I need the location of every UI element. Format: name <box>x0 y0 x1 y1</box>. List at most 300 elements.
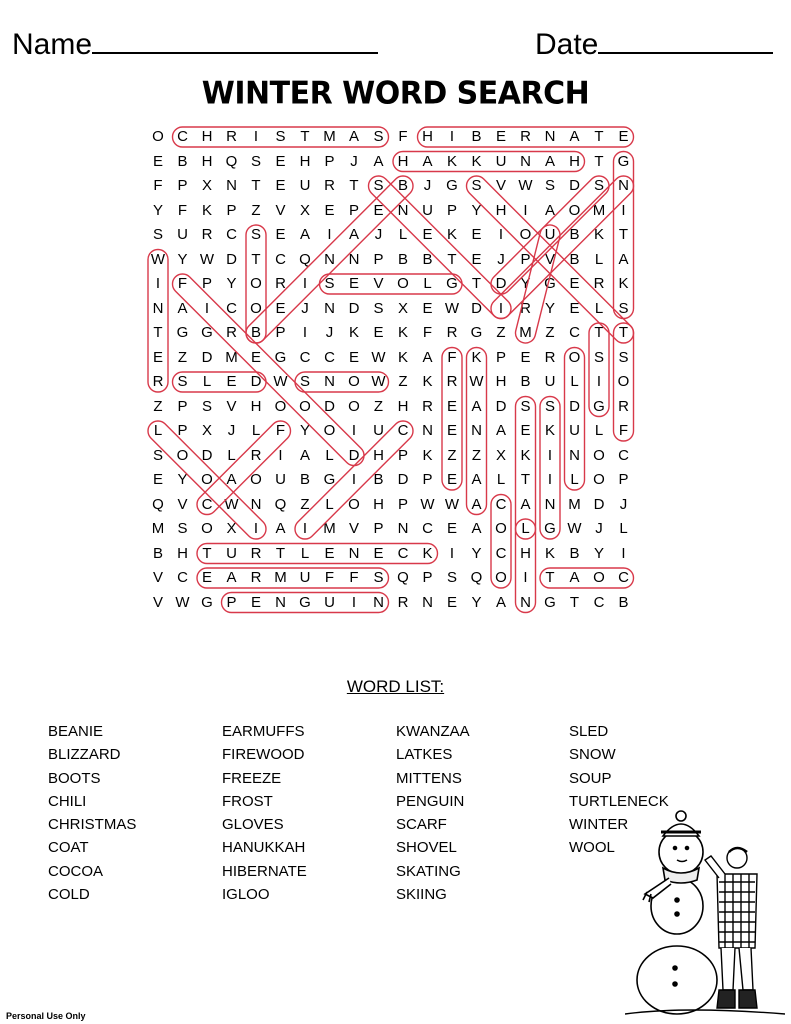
grid-cell[interactable]: P <box>618 471 629 488</box>
grid-cell[interactable]: R <box>446 373 458 390</box>
grid-cell[interactable]: L <box>153 422 163 439</box>
grid-cell[interactable]: Q <box>470 569 483 586</box>
grid-cell[interactable]: H <box>397 152 409 170</box>
grid-cell[interactable]: A <box>299 226 310 243</box>
grid-cell[interactable]: E <box>348 275 359 292</box>
grid-cell[interactable]: C <box>618 569 629 586</box>
grid-cell[interactable]: V <box>177 495 188 513</box>
grid-cell[interactable]: E <box>446 471 457 488</box>
grid-cell[interactable]: T <box>618 226 629 243</box>
grid-cell[interactable]: R <box>593 275 605 292</box>
grid-cell[interactable]: I <box>327 226 332 243</box>
grid-cell[interactable]: R <box>422 397 433 415</box>
grid-cell[interactable]: L <box>423 275 432 292</box>
grid-cell[interactable]: N <box>152 299 164 317</box>
grid-cell[interactable]: S <box>250 226 261 243</box>
grid-cell[interactable]: A <box>348 226 359 243</box>
grid-cell[interactable]: R <box>275 275 286 292</box>
grid-cell[interactable]: Q <box>274 495 287 513</box>
grid-cell[interactable]: E <box>446 397 457 415</box>
grid-cell[interactable]: V <box>348 520 359 537</box>
grid-cell[interactable]: O <box>495 569 507 586</box>
grid-cell[interactable]: R <box>226 128 237 145</box>
grid-cell[interactable]: Z <box>177 348 188 366</box>
grid-cell[interactable]: O <box>495 520 507 537</box>
grid-cell[interactable]: R <box>446 324 458 341</box>
grid-cell[interactable]: S <box>324 275 335 292</box>
grid-cell[interactable]: A <box>569 569 580 586</box>
grid-cell[interactable]: E <box>569 275 580 292</box>
grid-cell[interactable]: E <box>226 373 237 390</box>
grid-cell[interactable]: E <box>152 152 163 170</box>
grid-cell[interactable]: B <box>569 544 580 562</box>
grid-cell[interactable]: P <box>446 201 457 219</box>
grid-cell[interactable]: L <box>521 520 530 537</box>
grid-cell[interactable]: C <box>324 348 335 366</box>
grid-cell[interactable]: O <box>348 373 360 390</box>
grid-cell[interactable]: B <box>618 593 629 611</box>
grid-cell[interactable]: E <box>275 177 286 194</box>
grid-cell[interactable]: N <box>520 152 531 170</box>
grid-cell[interactable]: U <box>422 201 433 219</box>
name-field[interactable] <box>12 26 378 63</box>
grid-cell[interactable]: P <box>201 275 212 292</box>
grid-cell[interactable]: A <box>495 422 506 439</box>
grid-cell[interactable]: G <box>446 177 458 194</box>
grid-cell[interactable]: R <box>152 373 164 390</box>
grid-cell[interactable]: N <box>422 593 433 611</box>
grid-cell[interactable]: C <box>422 520 433 537</box>
grid-cell[interactable]: Z <box>251 201 261 219</box>
grid-cell[interactable]: A <box>275 520 286 537</box>
grid-cell[interactable]: T <box>251 177 261 194</box>
grid-cell[interactable]: S <box>177 373 188 390</box>
grid-cell[interactable]: U <box>544 373 556 390</box>
grid-cell[interactable]: I <box>302 275 308 292</box>
grid-cell[interactable]: M <box>323 520 336 537</box>
grid-cell[interactable]: F <box>398 128 408 145</box>
grid-cell[interactable]: Z <box>496 324 506 341</box>
grid-cell[interactable]: H <box>422 128 433 145</box>
grid-cell[interactable]: V <box>275 201 286 219</box>
grid-cell[interactable]: H <box>201 128 213 145</box>
grid-cell[interactable]: A <box>471 471 482 488</box>
grid-cell[interactable]: I <box>253 520 259 537</box>
grid-cell[interactable]: G <box>617 152 630 170</box>
grid-cell[interactable]: L <box>202 373 212 390</box>
grid-cell[interactable]: Q <box>225 152 238 170</box>
grid-cell[interactable]: Q <box>152 495 164 513</box>
grid-cell[interactable]: C <box>593 593 605 611</box>
grid-cell[interactable]: C <box>177 569 188 586</box>
grid-cell[interactable]: V <box>152 569 163 586</box>
grid-cell[interactable]: F <box>324 569 335 586</box>
grid-cell[interactable]: Q <box>299 250 311 268</box>
grid-cell[interactable]: U <box>373 422 384 439</box>
grid-cell[interactable]: D <box>495 275 507 292</box>
grid-cell[interactable]: U <box>324 593 335 611</box>
grid-cell[interactable]: E <box>324 201 335 219</box>
grid-cell[interactable]: H <box>373 495 384 513</box>
grid-cell[interactable]: W <box>273 373 288 390</box>
grid-cell[interactable]: M <box>519 324 532 341</box>
grid-cell[interactable]: Z <box>300 495 310 513</box>
grid-cell[interactable]: J <box>423 177 432 194</box>
grid-cell[interactable]: M <box>592 201 606 219</box>
grid-cell[interactable]: A <box>471 520 482 537</box>
grid-cell[interactable]: O <box>201 471 213 488</box>
grid-cell[interactable]: S <box>152 226 163 243</box>
grid-cell[interactable]: Y <box>226 275 237 292</box>
grid-cell[interactable]: X <box>201 177 212 194</box>
grid-cell[interactable]: C <box>397 544 409 562</box>
grid-cell[interactable]: R <box>324 177 335 194</box>
grid-cell[interactable]: K <box>422 373 433 390</box>
grid-cell[interactable]: K <box>397 324 408 341</box>
grid-cell[interactable]: B <box>397 177 408 194</box>
grid-cell[interactable]: L <box>398 226 408 243</box>
grid-cell[interactable]: E <box>373 544 384 562</box>
grid-cell[interactable]: S <box>250 152 261 170</box>
grid-cell[interactable]: A <box>569 128 580 145</box>
grid-cell[interactable]: U <box>495 152 507 170</box>
grid-cell[interactable]: S <box>593 177 604 194</box>
grid-cell[interactable]: F <box>618 422 629 439</box>
grid-cell[interactable]: N <box>250 495 262 513</box>
grid-cell[interactable]: Y <box>593 544 604 562</box>
grid-cell[interactable]: E <box>446 422 457 439</box>
grid-cell[interactable]: P <box>373 520 384 537</box>
grid-cell[interactable]: U <box>299 569 311 586</box>
grid-cell[interactable]: E <box>152 348 163 366</box>
grid-cell[interactable]: I <box>204 299 210 317</box>
grid-cell[interactable]: O <box>593 446 605 464</box>
grid-cell[interactable]: I <box>547 471 553 488</box>
grid-cell[interactable]: U <box>177 226 188 243</box>
grid-cell[interactable]: K <box>446 226 457 243</box>
grid-cell[interactable]: A <box>373 152 384 170</box>
grid-cell[interactable]: N <box>275 593 286 611</box>
grid-cell[interactable]: A <box>177 299 188 317</box>
grid-cell[interactable]: E <box>446 593 457 611</box>
grid-cell[interactable]: H <box>495 201 507 219</box>
grid-cell[interactable]: N <box>324 250 335 268</box>
grid-cell[interactable]: O <box>250 471 262 488</box>
grid-cell[interactable]: P <box>348 201 359 219</box>
grid-cell[interactable]: R <box>201 226 213 243</box>
grid-cell[interactable]: T <box>447 250 457 268</box>
grid-cell[interactable]: X <box>495 446 506 464</box>
grid-cell[interactable]: O <box>568 348 581 366</box>
grid-cell[interactable]: E <box>422 299 433 317</box>
grid-cell[interactable]: T <box>202 544 212 562</box>
grid-cell[interactable]: B <box>520 373 531 390</box>
grid-cell[interactable]: M <box>323 128 336 145</box>
grid-cell[interactable]: B <box>471 128 482 145</box>
grid-cell[interactable]: H <box>201 152 213 170</box>
letter-grid[interactable] <box>146 125 646 625</box>
grid-cell[interactable]: J <box>374 226 383 243</box>
grid-cell[interactable]: A <box>520 495 531 513</box>
grid-cell[interactable]: E <box>446 520 457 537</box>
grid-cell[interactable]: A <box>495 593 506 611</box>
grid-cell[interactable]: R <box>618 397 629 415</box>
grid-cell[interactable]: D <box>569 397 580 415</box>
grid-cell[interactable]: O <box>250 275 262 292</box>
grid-cell[interactable]: I <box>449 128 455 145</box>
grid-cell[interactable]: A <box>348 128 359 145</box>
grid-cell[interactable]: O <box>274 397 287 415</box>
grid-cell[interactable]: V <box>544 250 555 268</box>
grid-cell[interactable]: L <box>619 520 628 537</box>
grid-cell[interactable]: A <box>226 569 237 586</box>
grid-cell[interactable]: A <box>226 471 237 488</box>
grid-cell[interactable]: N <box>397 520 409 537</box>
grid-cell[interactable]: K <box>544 422 555 439</box>
grid-cell[interactable]: Z <box>471 446 482 464</box>
grid-cell[interactable]: S <box>520 397 531 415</box>
grid-cell[interactable]: I <box>253 128 259 145</box>
grid-cell[interactable]: K <box>446 152 457 170</box>
grid-cell[interactable]: B <box>250 324 261 341</box>
grid-cell[interactable]: S <box>373 128 384 145</box>
grid-cell[interactable]: Z <box>545 324 555 341</box>
grid-cell[interactable]: D <box>348 299 360 317</box>
grid-cell[interactable]: I <box>523 201 528 219</box>
grid-cell[interactable]: W <box>224 495 239 513</box>
grid-cell[interactable]: P <box>397 495 408 513</box>
date-line[interactable] <box>598 26 773 54</box>
grid-cell[interactable]: I <box>302 520 308 537</box>
grid-cell[interactable]: U <box>226 544 237 562</box>
grid-cell[interactable]: J <box>497 250 505 268</box>
grid-cell[interactable]: Z <box>447 446 457 464</box>
grid-cell[interactable]: B <box>299 471 310 488</box>
grid-cell[interactable]: H <box>397 397 409 415</box>
grid-cell[interactable]: K <box>593 226 604 243</box>
grid-cell[interactable]: Y <box>520 275 531 292</box>
grid-cell[interactable]: G <box>274 348 287 366</box>
grid-cell[interactable]: C <box>569 324 580 341</box>
grid-cell[interactable]: B <box>177 152 188 170</box>
grid-cell[interactable]: L <box>594 299 604 317</box>
grid-cell[interactable]: D <box>569 177 580 194</box>
grid-cell[interactable]: I <box>155 275 161 292</box>
grid-cell[interactable]: C <box>275 250 286 268</box>
grid-cell[interactable]: T <box>153 324 163 341</box>
grid-cell[interactable]: N <box>422 422 433 439</box>
grid-cell[interactable]: S <box>373 299 384 317</box>
grid-cell[interactable]: O <box>397 275 409 292</box>
grid-cell[interactable]: K <box>520 446 531 464</box>
grid-cell[interactable]: N <box>544 128 556 145</box>
grid-cell[interactable]: Y <box>152 201 163 219</box>
grid-cell[interactable]: D <box>495 397 507 415</box>
grid-cell[interactable]: Y <box>471 544 482 562</box>
grid-cell[interactable]: F <box>422 324 433 341</box>
grid-cell[interactable]: W <box>444 495 460 513</box>
grid-cell[interactable]: T <box>594 152 604 170</box>
grid-cell[interactable]: X <box>299 201 310 219</box>
grid-cell[interactable]: I <box>302 324 308 341</box>
grid-cell[interactable]: K <box>618 275 629 292</box>
date-field[interactable] <box>535 26 773 63</box>
grid-cell[interactable]: N <box>348 544 360 562</box>
grid-cell[interactable]: T <box>545 569 555 586</box>
grid-cell[interactable]: T <box>594 128 604 145</box>
grid-cell[interactable]: A <box>422 348 433 366</box>
grid-cell[interactable]: S <box>201 397 212 415</box>
grid-cell[interactable]: E <box>520 348 531 366</box>
grid-cell[interactable]: V <box>373 275 384 292</box>
grid-cell[interactable]: L <box>594 250 604 268</box>
grid-cell[interactable]: L <box>227 446 236 464</box>
grid-cell[interactable]: X <box>226 520 237 537</box>
grid-cell[interactable]: O <box>323 422 336 439</box>
grid-cell[interactable]: K <box>201 201 212 219</box>
grid-cell[interactable]: G <box>201 593 213 611</box>
grid-cell[interactable]: D <box>397 471 409 488</box>
grid-cell[interactable]: A <box>471 495 482 513</box>
grid-cell[interactable]: J <box>595 520 603 537</box>
grid-cell[interactable]: N <box>348 250 360 268</box>
grid-cell[interactable]: O <box>348 397 360 415</box>
grid-cell[interactable]: K <box>397 348 408 366</box>
grid-cell[interactable]: X <box>397 299 408 317</box>
grid-cell[interactable]: D <box>324 397 335 415</box>
grid-cell[interactable]: I <box>621 544 626 562</box>
grid-cell[interactable]: P <box>177 397 188 415</box>
grid-cell[interactable]: P <box>373 250 384 268</box>
grid-cell[interactable]: L <box>251 422 261 439</box>
grid-cell[interactable]: K <box>471 348 482 366</box>
grid-cell[interactable]: L <box>325 446 334 464</box>
grid-cell[interactable]: G <box>544 593 556 611</box>
grid-cell[interactable]: D <box>226 250 237 268</box>
grid-cell[interactable]: Z <box>153 397 163 415</box>
grid-cell[interactable]: F <box>349 569 359 586</box>
grid-cell[interactable]: S <box>373 177 384 194</box>
grid-cell[interactable]: T <box>275 544 286 562</box>
grid-cell[interactable]: O <box>152 128 164 145</box>
grid-cell[interactable]: P <box>275 324 286 341</box>
grid-cell[interactable]: W <box>518 177 533 194</box>
grid-cell[interactable]: C <box>226 226 237 243</box>
grid-cell[interactable]: Y <box>471 201 482 219</box>
grid-cell[interactable]: R <box>226 324 237 341</box>
grid-cell[interactable]: S <box>299 373 310 390</box>
grid-cell[interactable]: B <box>569 226 580 243</box>
grid-cell[interactable]: P <box>397 446 408 464</box>
grid-cell[interactable]: J <box>227 422 236 439</box>
grid-cell[interactable]: L <box>325 495 334 513</box>
grid-cell[interactable]: Q <box>397 569 409 586</box>
grid-cell[interactable]: O <box>519 226 532 243</box>
grid-cell[interactable]: E <box>373 324 384 341</box>
grid-cell[interactable]: V <box>152 593 163 611</box>
grid-cell[interactable]: E <box>618 128 629 145</box>
grid-cell[interactable]: E <box>422 226 433 243</box>
grid-cell[interactable]: T <box>471 275 482 292</box>
grid-cell[interactable]: I <box>449 544 455 562</box>
grid-cell[interactable]: I <box>498 226 504 243</box>
grid-cell[interactable]: S <box>618 299 629 317</box>
grid-cell[interactable]: H <box>250 397 262 415</box>
grid-cell[interactable]: C <box>226 299 237 317</box>
grid-cell[interactable]: N <box>618 177 629 194</box>
grid-cell[interactable]: I <box>621 201 626 219</box>
grid-cell[interactable]: E <box>250 593 261 611</box>
grid-cell[interactable]: E <box>348 348 359 366</box>
grid-cell[interactable]: P <box>177 422 188 439</box>
grid-cell[interactable]: N <box>520 593 531 611</box>
grid-cell[interactable]: E <box>495 128 506 145</box>
grid-cell[interactable]: H <box>373 446 384 464</box>
grid-cell[interactable]: M <box>568 495 581 513</box>
grid-cell[interactable]: H <box>495 373 507 390</box>
grid-cell[interactable]: K <box>471 152 482 170</box>
grid-cell[interactable]: T <box>618 324 629 341</box>
grid-cell[interactable]: Z <box>373 397 384 415</box>
grid-cell[interactable]: L <box>594 422 604 439</box>
grid-cell[interactable]: D <box>250 373 262 390</box>
grid-cell[interactable]: V <box>495 177 506 194</box>
grid-cell[interactable]: H <box>177 544 188 562</box>
grid-cell[interactable]: S <box>177 520 188 537</box>
grid-cell[interactable]: R <box>544 348 556 366</box>
grid-cell[interactable]: O <box>593 569 605 586</box>
grid-cell[interactable]: L <box>496 471 506 488</box>
grid-cell[interactable]: R <box>520 128 531 145</box>
grid-cell[interactable]: F <box>177 275 188 292</box>
grid-cell[interactable]: H <box>299 152 311 170</box>
grid-cell[interactable]: Y <box>471 593 482 611</box>
grid-cell[interactable]: C <box>397 422 409 439</box>
grid-cell[interactable]: N <box>397 201 409 219</box>
grid-cell[interactable]: R <box>250 446 262 464</box>
grid-cell[interactable]: P <box>422 471 433 488</box>
grid-cell[interactable]: G <box>323 471 336 488</box>
grid-cell[interactable]: V <box>226 397 237 415</box>
grid-cell[interactable]: G <box>593 397 605 415</box>
grid-cell[interactable]: P <box>324 152 335 170</box>
grid-cell[interactable]: A <box>471 397 482 415</box>
grid-cell[interactable]: E <box>471 226 482 243</box>
grid-cell[interactable]: E <box>324 544 335 562</box>
grid-cell[interactable]: U <box>569 422 580 439</box>
grid-cell[interactable]: F <box>447 348 457 366</box>
grid-cell[interactable]: A <box>544 152 555 170</box>
grid-cell[interactable]: P <box>226 593 237 611</box>
grid-cell[interactable]: D <box>348 446 360 464</box>
grid-cell[interactable]: E <box>275 226 286 243</box>
grid-cell[interactable]: J <box>301 299 309 317</box>
grid-cell[interactable]: P <box>226 201 237 219</box>
grid-cell[interactable]: A <box>618 250 629 268</box>
grid-cell[interactable]: D <box>201 348 213 366</box>
grid-cell[interactable]: T <box>251 250 261 268</box>
grid-cell[interactable]: S <box>275 128 286 145</box>
grid-cell[interactable]: J <box>619 495 628 513</box>
grid-cell[interactable]: R <box>250 569 262 586</box>
grid-cell[interactable]: N <box>471 422 482 439</box>
grid-cell[interactable]: G <box>544 275 556 292</box>
grid-cell[interactable]: G <box>544 520 556 537</box>
grid-cell[interactable]: I <box>351 422 357 439</box>
grid-cell[interactable]: G <box>299 593 311 611</box>
grid-cell[interactable]: T <box>349 177 359 194</box>
grid-cell[interactable]: I <box>596 373 602 390</box>
